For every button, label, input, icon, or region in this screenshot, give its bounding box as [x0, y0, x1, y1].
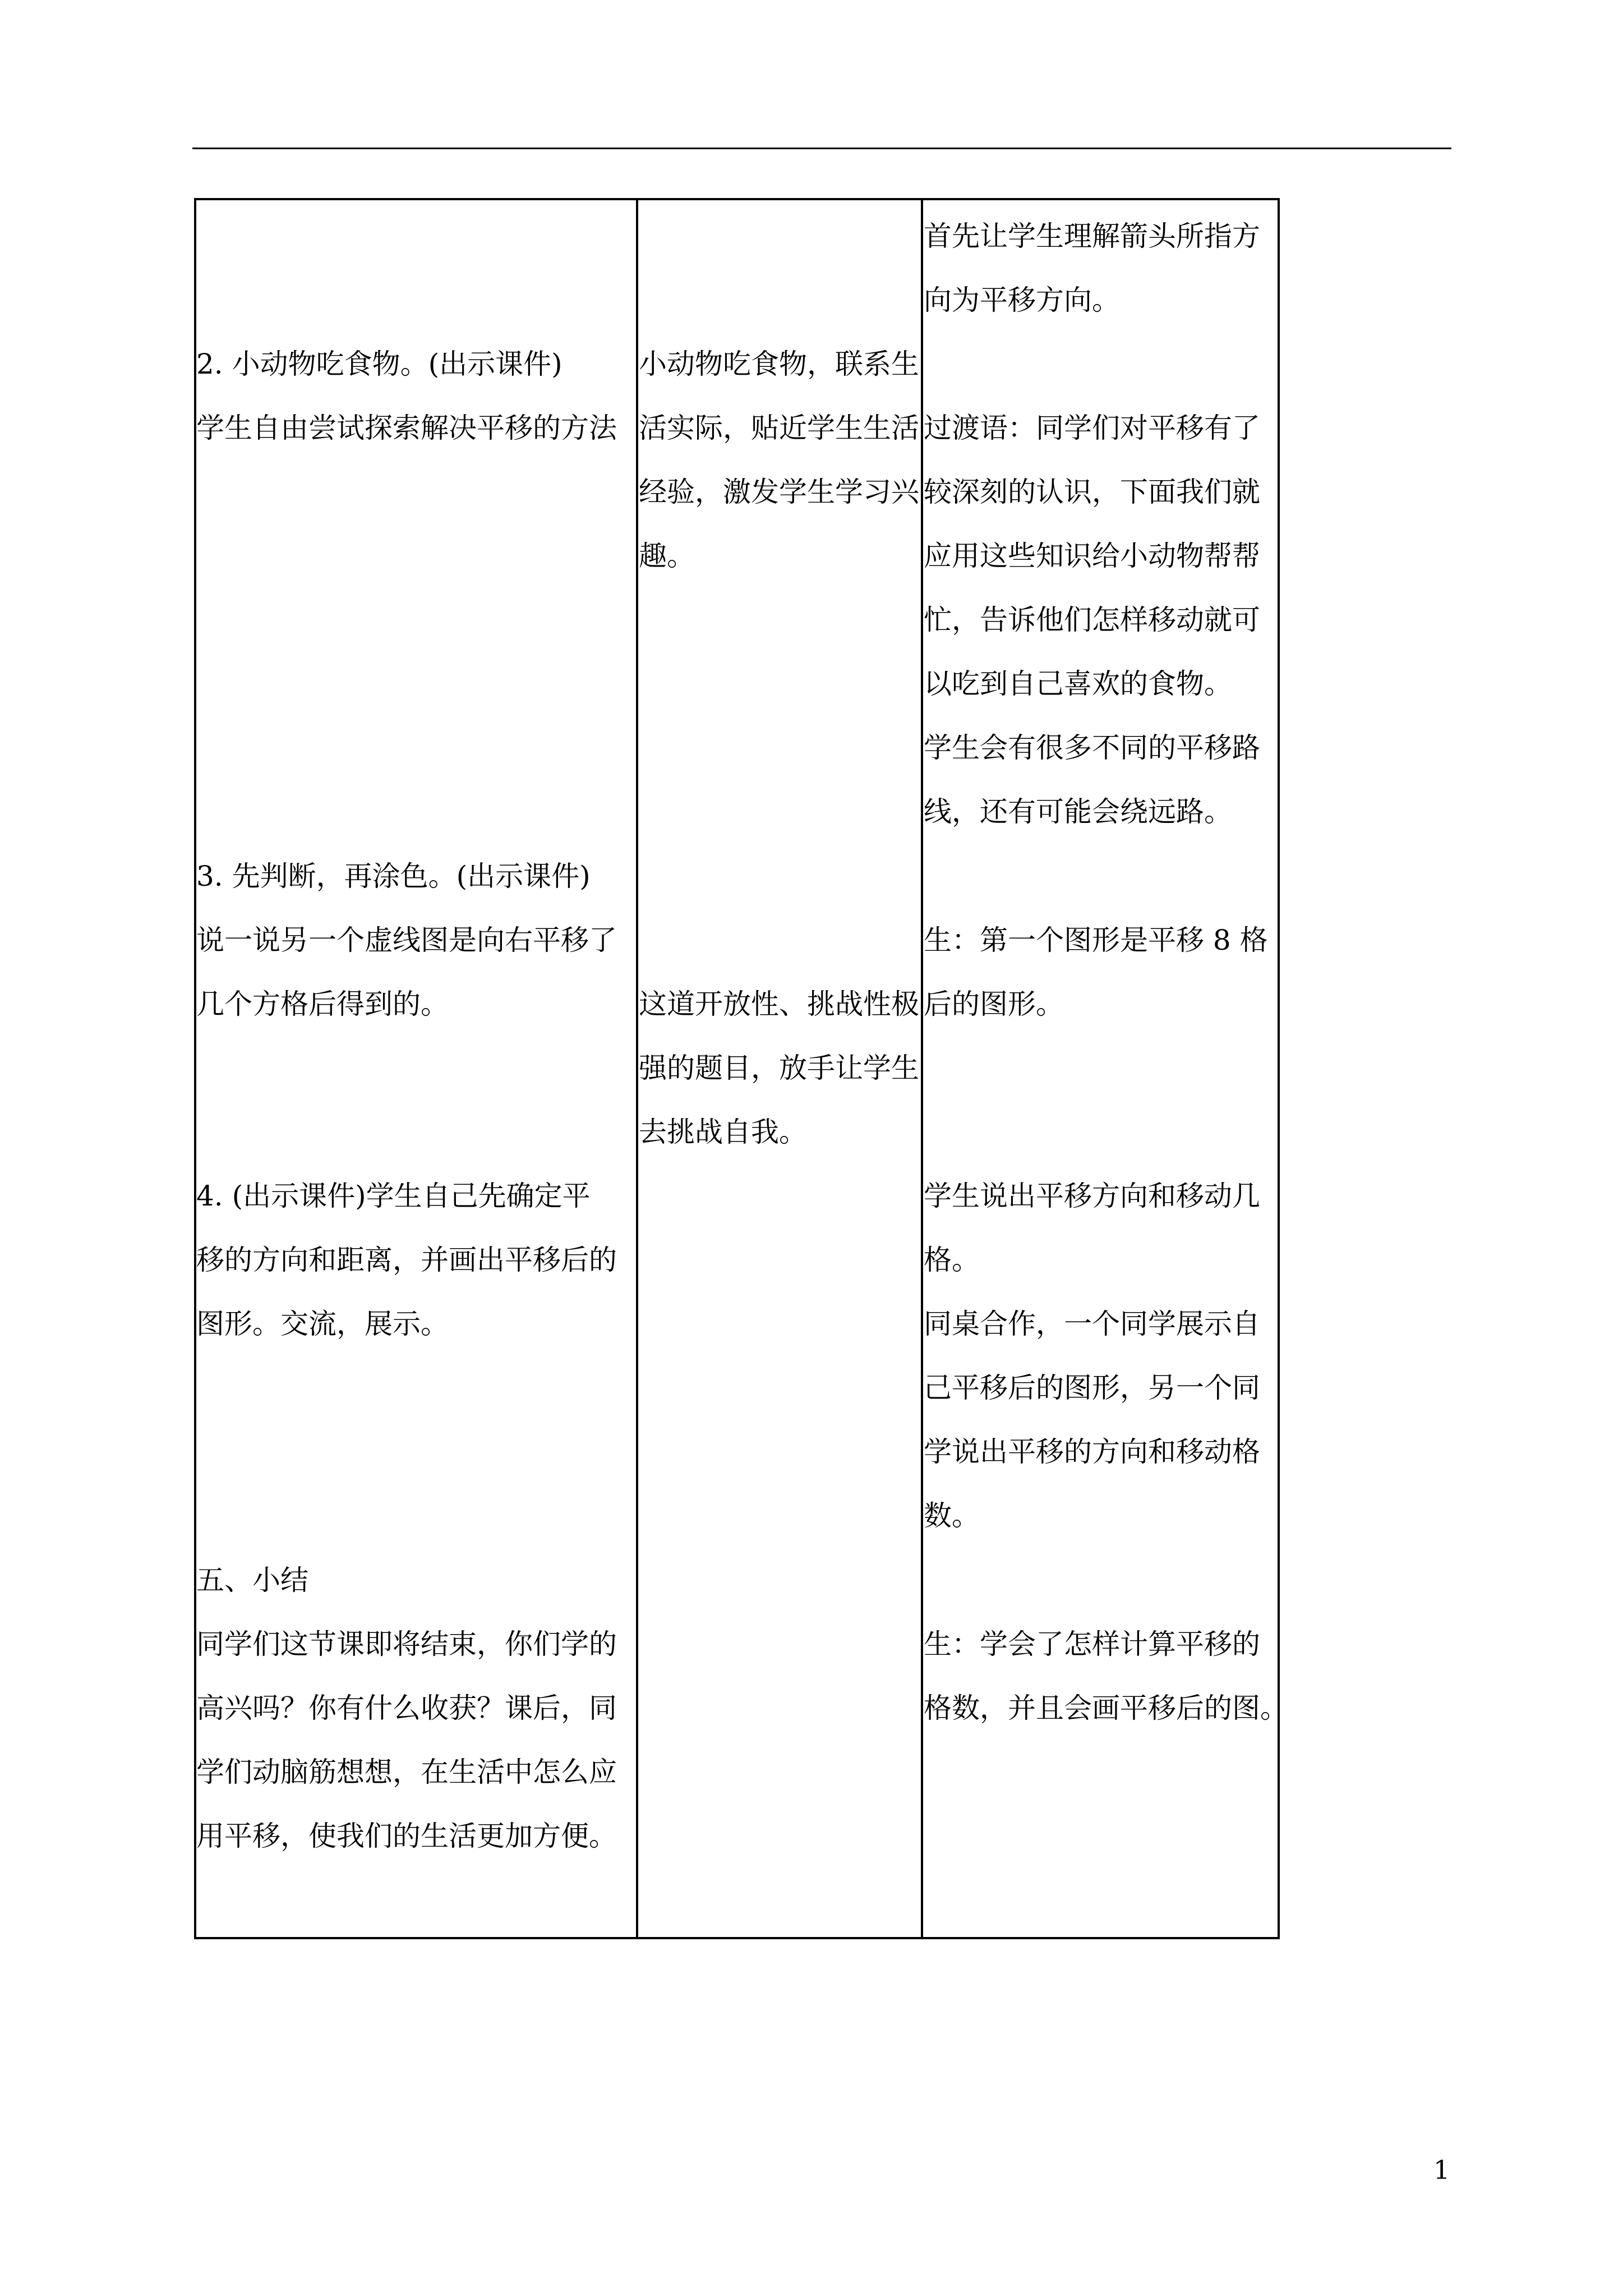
table-text: 生：学会了怎样计算平移的	[924, 1628, 1260, 1660]
table-text: 过渡语：同学们对平移有了	[924, 412, 1260, 444]
table-text: 较深刻的认识，下面我们就	[924, 476, 1260, 508]
table-text: 活实际，贴近学生生活	[639, 412, 919, 444]
table-text: 高兴吗？你有什么收获？课后，同	[196, 1692, 617, 1724]
table-text: 几个方格后得到的。	[196, 988, 449, 1020]
table-text: 经验，激发学生学习兴	[639, 476, 919, 508]
table-text: 学生自由尝试探索解决平移的方法	[196, 412, 617, 444]
table-text: 学生说出平移方向和移动几	[924, 1180, 1260, 1212]
table-text: 己平移后的图形，另一个同	[924, 1372, 1260, 1404]
lesson-plan-table	[194, 198, 1288, 1939]
table-text: 强的题目，放手让学生	[639, 1052, 919, 1084]
section-heading: 五、小结	[196, 1564, 308, 1596]
table-text: 学们动脑筋想想，在生活中怎么应	[196, 1756, 617, 1788]
table-text: 格。	[924, 1244, 980, 1276]
table-text: 应用这些知识给小动物帮帮	[924, 540, 1260, 572]
table-text: 数。	[924, 1499, 980, 1532]
table-text: 忙，告诉他们怎样移动就可	[924, 604, 1260, 636]
column-divider	[921, 200, 923, 1937]
table-text: 以吃到自己喜欢的食物。	[924, 668, 1232, 700]
table-text: 3. 先判断，再涂色。(出示课件)	[196, 860, 591, 892]
table-text: 向为平移方向。	[924, 284, 1120, 316]
table-text: 格数，并且会画平移后的图。	[924, 1692, 1288, 1724]
table-text: 用平移，使我们的生活更加方便。	[196, 1820, 617, 1852]
table-text: 学说出平移的方向和移动格	[924, 1435, 1260, 1468]
table-text: 同桌合作，一个同学展示自	[924, 1308, 1260, 1340]
column-divider	[636, 200, 638, 1937]
table-text: 去挑战自我。	[639, 1116, 807, 1148]
header-rule	[192, 148, 1451, 149]
table-text: 趣。	[639, 540, 695, 572]
table-text: 小动物吃食物，联系生	[639, 348, 919, 380]
table-text: 图形。交流，展示。	[196, 1308, 449, 1340]
table-text: 4. (出示课件)学生自己先确定平	[196, 1180, 591, 1212]
table-text: 生：第一个图形是平移 8 格	[924, 924, 1268, 956]
table-text: 首先让学生理解箭头所指方	[924, 220, 1260, 252]
table-text: 线，还有可能会绕远路。	[924, 795, 1232, 828]
table-text: 后的图形。	[924, 988, 1064, 1020]
table-text: 2. 小动物吃食物。(出示课件)	[196, 348, 562, 380]
table-text: 学生会有很多不同的平移路	[924, 731, 1260, 764]
table-text: 同学们这节课即将结束，你们学的	[196, 1628, 617, 1660]
table-text: 说一说另一个虚线图是向右平移了	[196, 924, 617, 956]
table-text: 移的方向和距离，并画出平移后的	[196, 1244, 617, 1276]
page-number: 1	[1433, 2155, 1450, 2185]
table-text: 这道开放性、挑战性极	[639, 988, 919, 1020]
